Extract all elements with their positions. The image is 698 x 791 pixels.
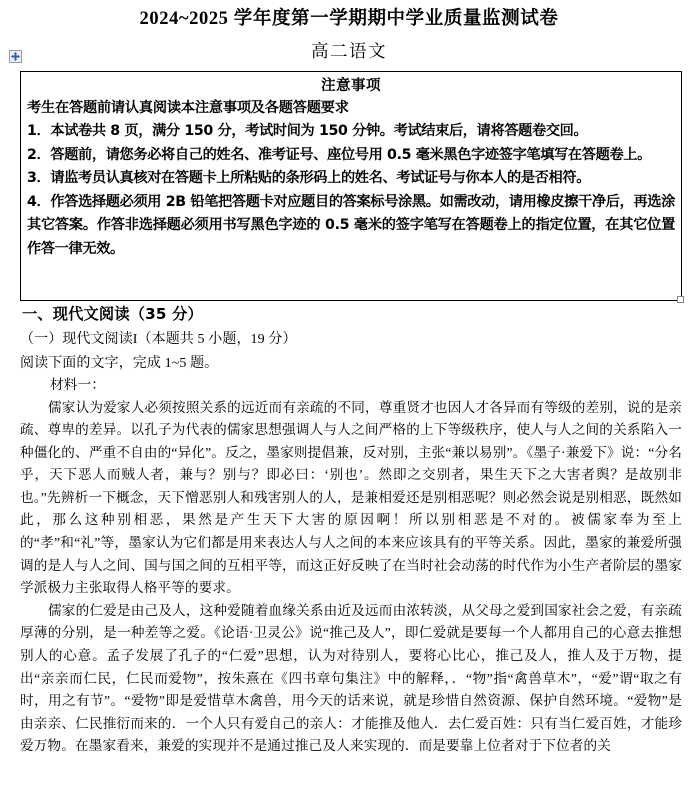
material-label: 材料一： <box>50 377 106 392</box>
passage-paragraph: 儒家认为爱家人必须按照关系的远近而有亲疏的不同，尊重贤才也因人才各异而有等级的差别，说的是亲疏、尊卑的差异。以孔子为代表的儒家思想强调人与人之间严格的上下等级秩序，使人与人之间的关系陷入一种僵化的、严重不自由的“异化”。反之，墨家则提倡兼，反对别，主张“兼以易别”。《墨子·兼爱下》说：“分名乎，天下恶人而贼人者，兼与？别与？即必曰：‘别也’。然即之交别者，果生天下之大害者舆？是故别非也。”先辨析一下概念，天下憎恶别人和残害别人的人，是兼相爱还是别相恶呢？则必然会说是别相恶，既然如此，那么这种别相恶，果然是产生天下大害的原因啊！所以别相恶是不对的。被儒家奉为至上的“孝”和“礼”等，墨家认为它们都是用来表达人与人之间的本来应该具有的平等关系。因此，墨家的兼爱所强调的是人与人之间、国与国之间的互相平等，而这正好反映了在当时社会动荡的时代作为小生产者阶层的墨家学派极力主张取得人格平等的要求。 <box>20 399 682 596</box>
notice-item-4: 4．作答选择题必须用 2B 铅笔把答题卡对应题目的答案标号涂黑。如需改动，请用橡皮擦干净后，再选涂其它答案。作答非选择题必须用书写黑色字迹的 0.5 毫米的签字笔写在答题卷上的指定位置，在其它位置作答一律无效。 <box>27 193 675 257</box>
table-move-handle-icon[interactable] <box>9 50 22 63</box>
passage-paragraph: 儒家的仁爱是由己及人，这种爱随着血缘关系由近及远而由浓转淡，从父母之爱到国家社会之爱，有亲疏厚薄的分别，是一种差等之爱。《论语·卫灵公》说“推己及人”，即仁爱就是要每一个人都用自己的心意去推想别人的心意。孟子发展了孔子的“仁爱”思想，认为对待别人，要将心比心，推己及人，推人及于万物，提出“亲亲而仁民，仁民而爱物”，按朱熹在《四书章句集注》中的解释，．“物”指“禽兽草木”，“爱”谓“取之有时，用之有节”。“爱物”即是爱惜草木禽兽，用今天的话来说，就是珍惜自然资源、保护自然环境。“爱物”是由亲亲、仁民推衍而来的．一个人只有爱自己的亲人：才能推及他人．去仁爱百姓：只有当仁爱百姓，才能珍爱万物。在墨家看来，兼爱的实现并不是通过推己及人来实现的．而是要靠上位者对于下位者的关 <box>20 602 682 754</box>
passage-body <box>20 374 682 758</box>
page-subtitle: 高二语文 <box>311 41 387 61</box>
notice-box <box>20 71 682 301</box>
notice-heading: 注意事项 <box>321 78 381 94</box>
notice-lead-text: 考生在答题前请认真阅读本注意事项及各题答题要求 <box>27 100 349 116</box>
notice-item-3: 3．请监考员认真核对在答题卡上所粘贴的条形码上的姓名、考试证号与你本人的是否相符。 <box>27 170 591 186</box>
section-heading: 一、现代文阅读（35 分） <box>22 305 203 323</box>
page-title: 2024~2025 学年度第一学期期中学业质量监测试卷 <box>139 9 559 29</box>
section-subheading: （一）现代文阅读I（本题共 5 小题，19 分） <box>20 332 297 347</box>
table-resize-handle-icon[interactable] <box>677 296 684 303</box>
section-instruction: 阅读下面的文字，完成 1~5 题。 <box>20 356 219 371</box>
notice-item-1: 1．本试卷共 8 页，满分 150 分，考试时间为 150 分钟。考试结束后，请将答题卷交回。 <box>27 123 588 139</box>
notice-item-2: 2．答题前，请您务必将自己的姓名、准考证号、座位号用 0.5 毫米黑色字迹签字笔填写在答题卷上。 <box>27 146 651 163</box>
